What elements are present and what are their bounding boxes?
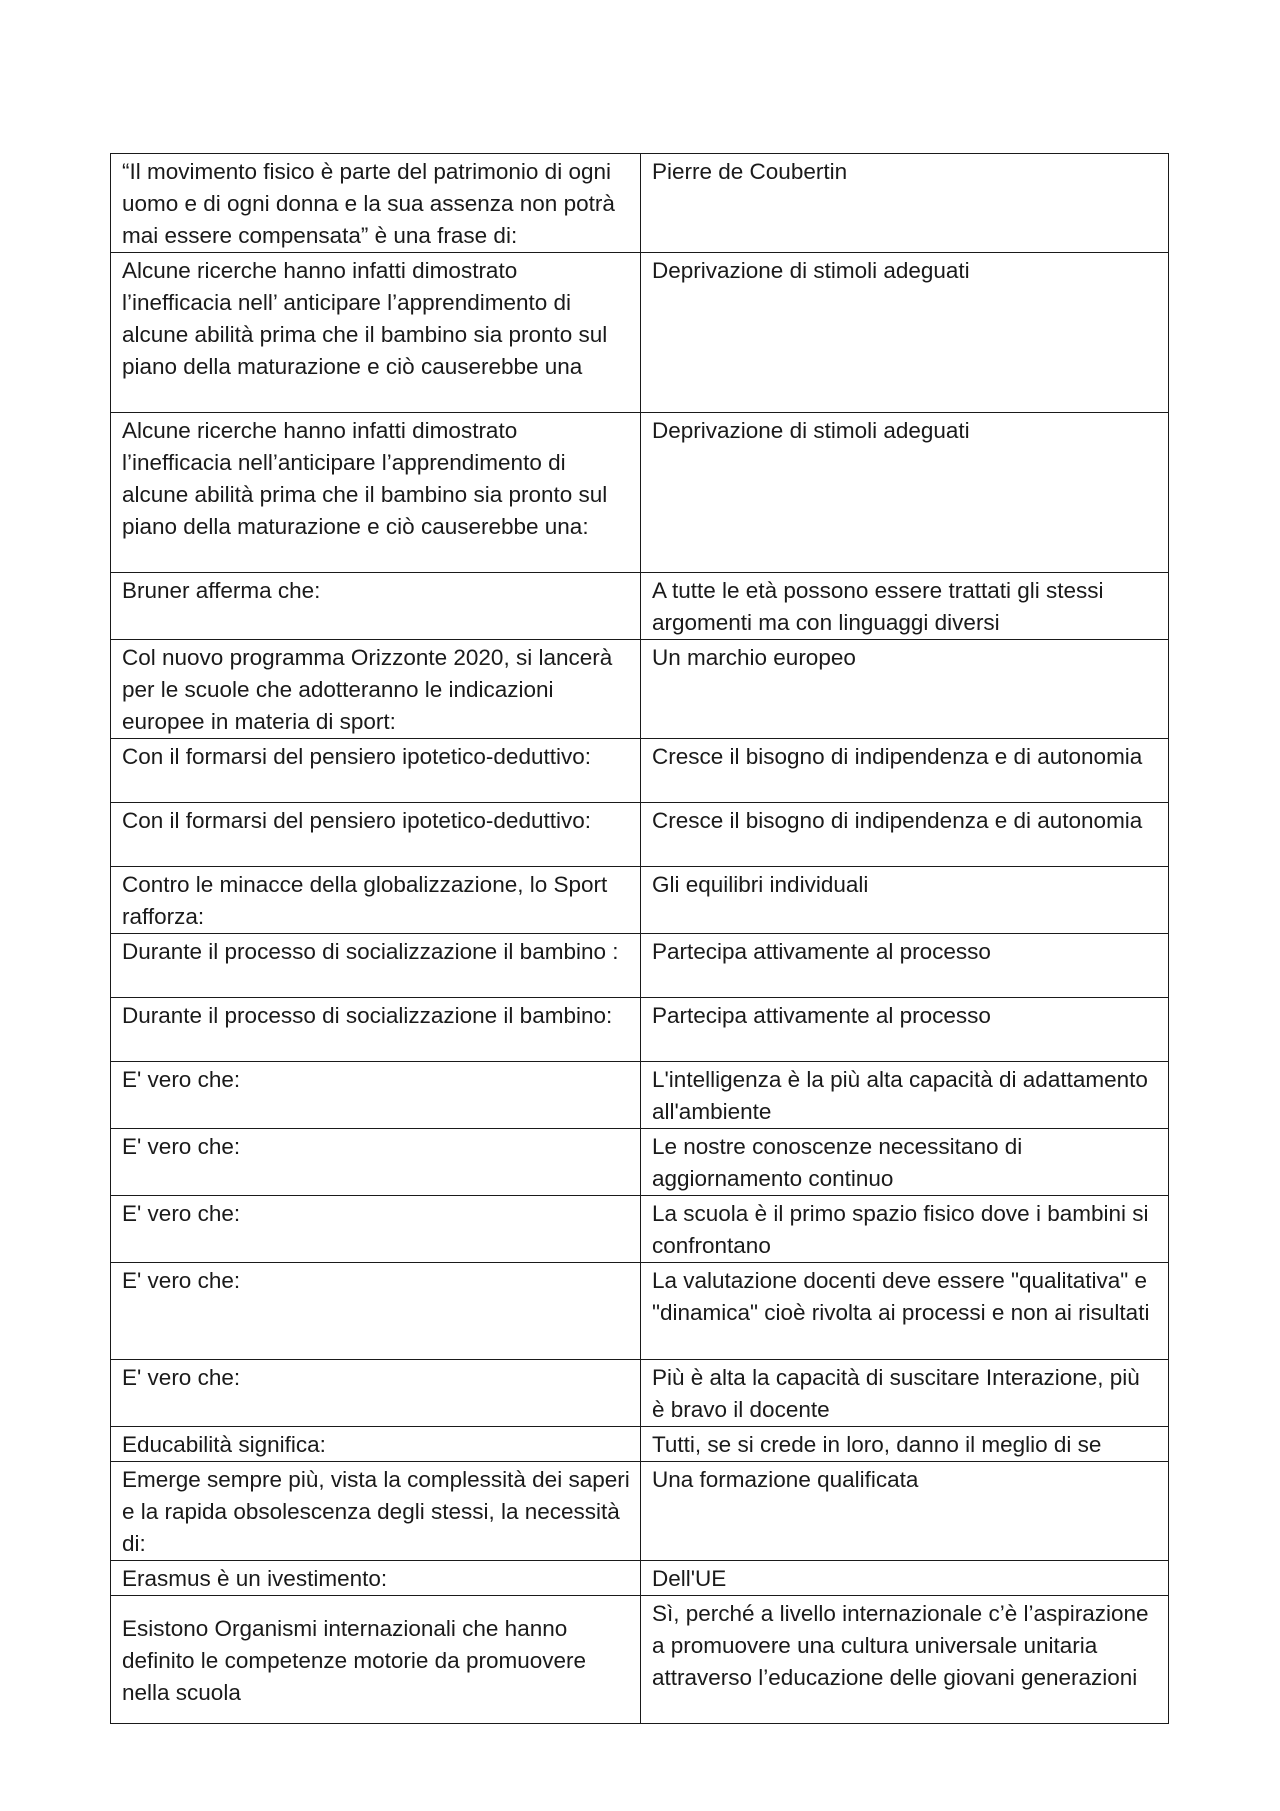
table-row <box>111 1462 1169 1561</box>
question-cell: Erasmus è un ivestimento: <box>111 1561 641 1596</box>
table-row <box>111 154 1169 253</box>
answer-cell: A tutte le età possono essere trattati gli stessi argomenti ma con linguaggi diversi <box>641 573 1169 640</box>
table-row <box>111 1360 1169 1427</box>
answer-cell: Cresce il bisogno di indipendenza e di autonomia <box>641 739 1169 803</box>
table-row <box>111 253 1169 413</box>
answer-cell: Tutti, se si crede in loro, danno il meglio di se <box>641 1427 1169 1462</box>
table-row <box>111 739 1169 803</box>
table-row <box>111 413 1169 573</box>
table-row <box>111 1427 1169 1462</box>
question-cell: E' vero che: <box>111 1196 641 1263</box>
table-row <box>111 1263 1169 1360</box>
question-cell: Alcune ricerche hanno infatti dimostrato l’inefficacia nell’ anticipare l’apprendimento di alcune abilità prima che il bambino sia pronto sul piano della maturazione e ciò causerebbe una <box>111 253 641 413</box>
question-cell: Col nuovo programma Orizzonte 2020, si lancerà per le scuole che adotteranno le indicazioni europee in materia di sport: <box>111 640 641 739</box>
question-cell: Durante il processo di socializzazione il bambino : <box>111 934 641 998</box>
table-row <box>111 934 1169 998</box>
question-cell: E' vero che: <box>111 1263 641 1360</box>
answer-cell: Una formazione qualificata <box>641 1462 1169 1561</box>
table-row <box>111 1196 1169 1263</box>
answer-cell: Partecipa attivamente al processo <box>641 998 1169 1062</box>
table-row <box>111 1561 1169 1596</box>
question-cell: Bruner afferma che: <box>111 573 641 640</box>
answer-cell: Partecipa attivamente al processo <box>641 934 1169 998</box>
table-row <box>111 1062 1169 1129</box>
table-row <box>111 1129 1169 1196</box>
question-cell: Durante il processo di socializzazione il bambino: <box>111 998 641 1062</box>
answer-cell: Gli equilibri individuali <box>641 867 1169 934</box>
question-cell: Contro le minacce della globalizzazione, lo Sport rafforza: <box>111 867 641 934</box>
answer-cell: La valutazione docenti deve essere "qualitativa" e "dinamica" cioè rivolta ai processi e non ai risultati <box>641 1263 1169 1360</box>
answer-cell: Deprivazione di stimoli adeguati <box>641 253 1169 413</box>
answer-cell: Dell'UE <box>641 1561 1169 1596</box>
question-cell: Con il formarsi del pensiero ipotetico-deduttivo: <box>111 739 641 803</box>
table-row <box>111 998 1169 1062</box>
answer-cell: Un marchio europeo <box>641 640 1169 739</box>
answer-cell: Più è alta la capacità di suscitare Interazione, più è bravo il docente <box>641 1360 1169 1427</box>
question-cell: “Il movimento fisico è parte del patrimonio di ogni uomo e di ogni donna e la sua assenza non potrà mai essere compensata” è una frase di: <box>111 154 641 253</box>
answer-cell: Sì, perché a livello internazionale c’è l’aspirazione a promuovere una cultura universale unitaria attraverso l’educazione delle giovani generazioni <box>641 1596 1169 1724</box>
question-cell: Emerge sempre più, vista la complessità dei saperi e la rapida obsolescenza degli stessi, la necessità di: <box>111 1462 641 1561</box>
table-row <box>111 1596 1169 1724</box>
question-cell: E' vero che: <box>111 1360 641 1427</box>
question-cell: Esistono Organismi internazionali che hanno definito le competenze motorie da promuovere nella scuola <box>111 1596 641 1724</box>
answer-cell: Cresce il bisogno di indipendenza e di autonomia <box>641 803 1169 867</box>
answer-cell: Deprivazione di stimoli adeguati <box>641 413 1169 573</box>
answer-cell: L'intelligenza è la più alta capacità di adattamento all'ambiente <box>641 1062 1169 1129</box>
qa-table <box>110 153 1169 1724</box>
table-row <box>111 640 1169 739</box>
table-row <box>111 803 1169 867</box>
question-cell: E' vero che: <box>111 1129 641 1196</box>
question-cell: Alcune ricerche hanno infatti dimostrato l’inefficacia nell’anticipare l’apprendimento di alcune abilità prima che il bambino sia pronto sul piano della maturazione e ciò causerebbe una: <box>111 413 641 573</box>
table-row <box>111 867 1169 934</box>
question-cell: Educabilità significa: <box>111 1427 641 1462</box>
answer-cell: Le nostre conoscenze necessitano di aggiornamento continuo <box>641 1129 1169 1196</box>
question-cell: E' vero che: <box>111 1062 641 1129</box>
question-cell: Con il formarsi del pensiero ipotetico-deduttivo: <box>111 803 641 867</box>
answer-cell: Pierre de Coubertin <box>641 154 1169 253</box>
answer-cell: La scuola è il primo spazio fisico dove i bambini si confrontano <box>641 1196 1169 1263</box>
table-row <box>111 573 1169 640</box>
